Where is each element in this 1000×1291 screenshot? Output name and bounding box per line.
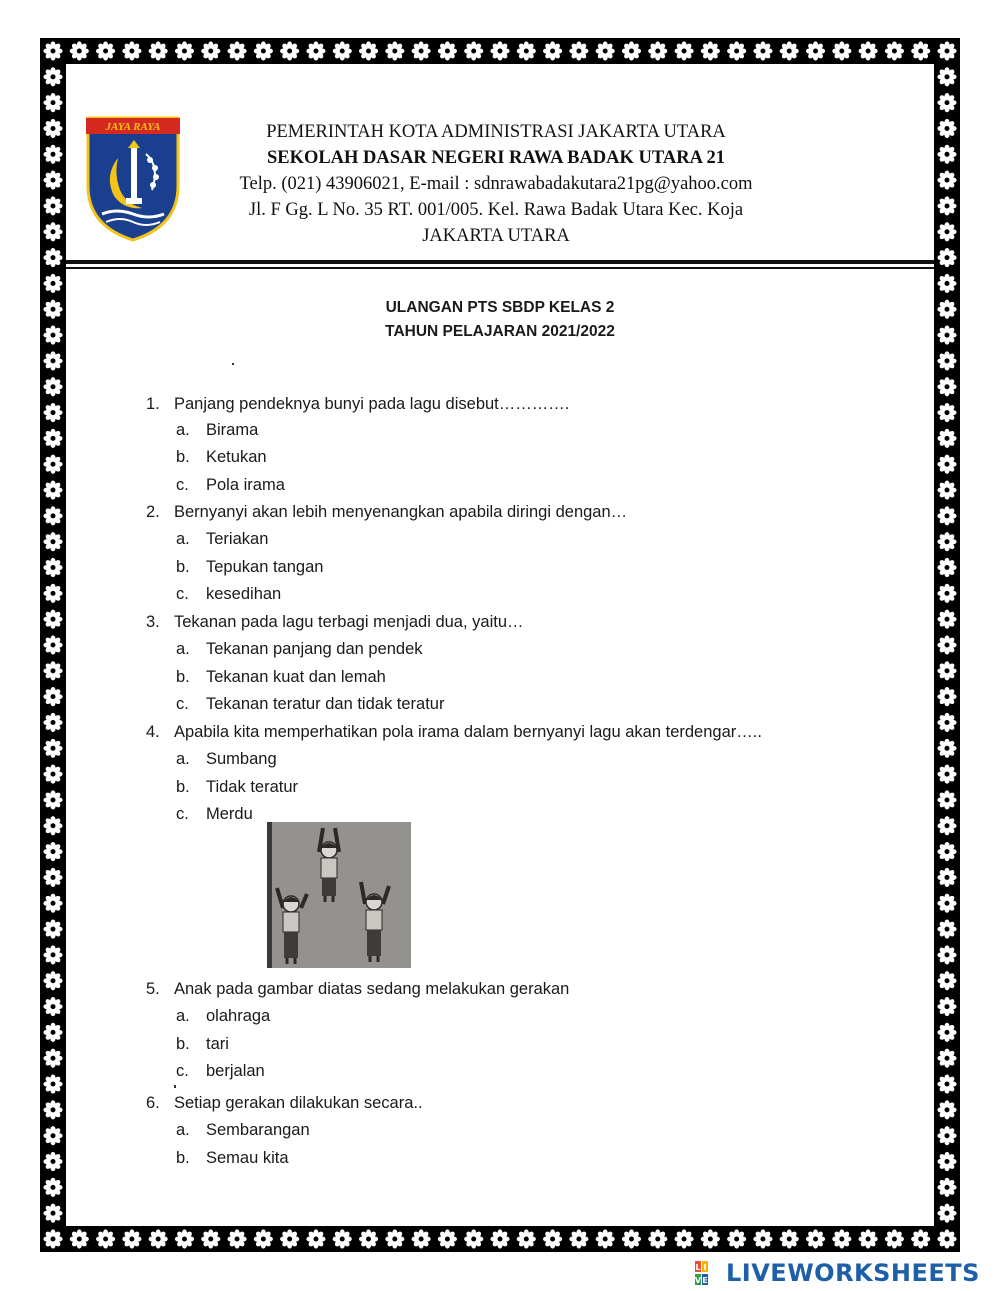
question-5 xyxy=(146,979,569,999)
option-letter: a. xyxy=(176,421,190,439)
option-letter: c. xyxy=(176,695,189,713)
logo-caption: JAYA RAYA xyxy=(105,121,161,133)
question-text: Panjang pendeknya bunyi pada lagu disebut…………. xyxy=(174,395,570,413)
option-1a[interactable] xyxy=(176,420,258,440)
option-text: olahraga xyxy=(206,1007,271,1025)
question-number: 4. xyxy=(146,723,160,741)
option-3c[interactable] xyxy=(176,694,444,714)
letterhead-rule-thin xyxy=(66,267,934,269)
question-number: 5. xyxy=(146,980,160,998)
question-text: Apabila kita memperhatikan pola irama dalam bernyanyi lagu akan terdengar….. xyxy=(174,723,762,741)
option-text: Tepukan tangan xyxy=(206,558,324,576)
option-text: Ketukan xyxy=(206,448,267,466)
option-letter: a. xyxy=(176,750,190,768)
option-letter: b. xyxy=(176,1149,190,1167)
option-6a[interactable] xyxy=(176,1120,310,1140)
option-text: tari xyxy=(206,1035,229,1053)
option-letter: b. xyxy=(176,448,190,466)
option-1b[interactable] xyxy=(176,447,267,467)
question-text: Tekanan pada lagu terbagi menjadi dua, yaitu… xyxy=(174,613,524,631)
school-name: SEKOLAH DASAR NEGERI RAWA BADAK UTARA 21 xyxy=(266,148,726,168)
option-letter: c. xyxy=(176,805,189,823)
watermark-text: LIVEWORKSHEETS xyxy=(726,1259,980,1287)
stray-mark xyxy=(232,363,234,365)
option-text: Tekanan kuat dan lemah xyxy=(206,668,386,686)
jakarta-crest-logo xyxy=(82,114,184,242)
option-3a[interactable] xyxy=(176,639,423,659)
option-text: Tidak teratur xyxy=(206,778,299,796)
option-letter: c. xyxy=(176,476,189,494)
option-2c[interactable] xyxy=(176,584,281,604)
option-letter: c. xyxy=(176,1062,189,1080)
option-letter: a. xyxy=(176,1007,190,1025)
option-letter: b. xyxy=(176,1035,190,1053)
option-text: Pola irama xyxy=(206,476,285,494)
option-text: kesedihan xyxy=(206,585,282,603)
exam-title xyxy=(66,296,934,344)
logo-letter: E xyxy=(702,1276,708,1285)
question-number: 6. xyxy=(146,1094,160,1112)
option-5b[interactable] xyxy=(176,1034,229,1054)
question-number: 1. xyxy=(146,395,160,413)
option-5c[interactable] xyxy=(176,1061,265,1081)
option-4b[interactable] xyxy=(176,777,298,797)
option-2b[interactable] xyxy=(176,557,323,577)
option-text: Sumbang xyxy=(206,750,277,768)
option-4a[interactable] xyxy=(176,749,277,769)
question-3 xyxy=(146,612,524,632)
option-letter: a. xyxy=(176,1121,190,1139)
logo-letter: I xyxy=(703,1263,707,1272)
school-letterhead xyxy=(196,119,796,249)
option-letter: c. xyxy=(176,585,189,603)
question-number: 2. xyxy=(146,503,160,521)
stray-mark xyxy=(174,1085,176,1088)
logo-letter: L xyxy=(695,1263,701,1272)
question-2 xyxy=(146,502,627,522)
logo-letter: V xyxy=(695,1276,702,1285)
option-letter: a. xyxy=(176,530,190,548)
option-text: Merdu xyxy=(206,805,253,823)
exam-title-line2: TAHUN PELAJARAN 2021/2022 xyxy=(385,323,615,340)
question-number: 3. xyxy=(146,613,160,631)
liveworksheets-watermark[interactable] xyxy=(695,1258,980,1288)
option-2a[interactable] xyxy=(176,529,268,549)
option-letter: a. xyxy=(176,640,190,658)
government-name: PEMERINTAH KOTA ADMINISTRASI JAKARTA UTARA xyxy=(266,122,726,142)
children-exercise-photo xyxy=(267,822,411,968)
option-5a[interactable] xyxy=(176,1006,270,1026)
option-letter: b. xyxy=(176,778,190,796)
option-3b[interactable] xyxy=(176,667,386,687)
option-text: Semau kita xyxy=(206,1149,289,1167)
worksheet-page xyxy=(66,64,934,1226)
option-letter: b. xyxy=(176,558,190,576)
question-text: Bernyanyi akan lebih menyenangkan apabila diringi dengan… xyxy=(174,503,628,521)
option-text: Tekanan panjang dan pendek xyxy=(206,640,423,658)
option-4c[interactable] xyxy=(176,804,253,824)
option-1c[interactable] xyxy=(176,475,285,495)
question-text: Setiap gerakan dilakukan secara.. xyxy=(174,1094,423,1112)
option-text: Tekanan teratur dan tidak teratur xyxy=(206,695,445,713)
option-text: Sembarangan xyxy=(206,1121,310,1139)
question-text: Anak pada gambar diatas sedang melakukan gerakan xyxy=(174,980,570,998)
question-4 xyxy=(146,722,762,742)
option-letter: b. xyxy=(176,668,190,686)
liveworksheets-logo-icon xyxy=(695,1261,723,1285)
question-1 xyxy=(146,394,569,414)
question-6 xyxy=(146,1093,423,1113)
option-text: berjalan xyxy=(206,1062,265,1080)
contact-info: Telp. (021) 43906021, E-mail : sdnrawabadakutara21pg@yahoo.com xyxy=(239,174,753,194)
option-text: Birama xyxy=(206,421,259,439)
letterhead-rule-thick xyxy=(66,260,934,264)
option-6b[interactable] xyxy=(176,1148,289,1168)
school-address: Jl. F Gg. L No. 35 RT. 001/005. Kel. Rawa Badak Utara Kec. Koja xyxy=(248,200,744,220)
school-city: JAKARTA UTARA xyxy=(422,226,570,246)
option-text: Teriakan xyxy=(206,530,269,548)
exam-title-line1: ULANGAN PTS SBDP KELAS 2 xyxy=(385,299,615,316)
